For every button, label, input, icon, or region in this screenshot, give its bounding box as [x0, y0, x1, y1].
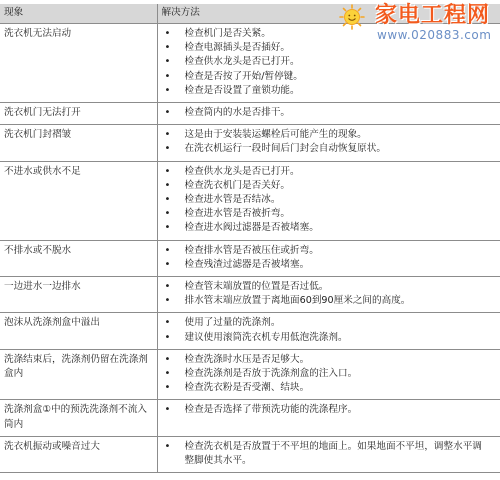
solution-item: • 检查是否按了开始/暂停键。: [158, 70, 499, 84]
solution-list: [158, 280, 499, 308]
solution-cell: [157, 400, 500, 436]
solution-cell: [157, 125, 500, 161]
solution-item: • 使用了过量的洗涤剂。: [158, 316, 499, 330]
table-row: [0, 125, 500, 161]
solution-item: • 检查排水管是否被压住或折弯。: [158, 244, 499, 258]
symptom-cell: 洗涤结束后，洗涤剂仍留在洗涤剂盒内: [0, 349, 157, 400]
solution-list: [158, 165, 499, 236]
solution-item: • 检查洗涤时水压是否足够大。: [158, 353, 499, 367]
table-header-row: [0, 4, 500, 24]
solution-item: • 检查进水管是否结冰。: [158, 193, 499, 207]
solution-item: • 检查供水龙头是否已打开。: [158, 55, 499, 69]
table-row: [0, 277, 500, 313]
solution-item: • 检查洗衣机是否放置于不平坦的地面上。如果地面不平坦，调整水平调整脚使其水平。: [158, 440, 499, 468]
solution-cell: [157, 240, 500, 276]
solution-item: • 检查机门是否关紧。: [158, 27, 499, 41]
solution-cell: [157, 313, 500, 349]
watermark-brand: 家电工程网: [375, 3, 491, 28]
solution-item: • 检查是否设置了童锁功能。: [158, 84, 499, 98]
solution-list: [158, 353, 499, 396]
table-row: [0, 161, 500, 240]
solution-item: • 检查进水阀过滤器是否被堵塞。: [158, 221, 499, 235]
solution-list: [158, 106, 499, 120]
header-symptom: 现象: [0, 4, 157, 24]
solution-item: • 排水管末端应放置于离地面60到90厘米之间的高度。: [158, 294, 499, 308]
solution-cell: [157, 103, 500, 125]
solution-list: [158, 27, 499, 98]
solution-list: [158, 440, 499, 468]
table-row: [0, 400, 500, 436]
symptom-cell: 泡沫从洗涤剂盒中溢出: [0, 313, 157, 349]
table-row: [0, 24, 500, 103]
solution-list: [158, 403, 499, 417]
solution-item: • 检查供水龙头是否已打开。: [158, 165, 499, 179]
solution-list: [158, 316, 499, 344]
solution-cell: [157, 161, 500, 240]
table-row: [0, 349, 500, 400]
solution-item: • 检查洗涤剂是否放于洗涤剂盒的注入口。: [158, 367, 499, 381]
symptom-cell: 洗衣机门无法打开: [0, 103, 157, 125]
symptom-cell: 不进水或供水不足: [0, 161, 157, 240]
symptom-cell: 不排水或不脱水: [0, 240, 157, 276]
solution-item: • 检查是否选择了带预洗功能的洗涤程序。: [158, 403, 499, 417]
solution-item: • 建议使用滚筒洗衣机专用低泡洗涤剂。: [158, 331, 499, 345]
watermark-url: www.020883.com: [377, 28, 492, 42]
solution-cell: [157, 24, 500, 103]
solution-item: • 在洗衣机运行一段时间后门封会自动恢复原状。: [158, 142, 499, 156]
solution-cell: [157, 277, 500, 313]
solution-list: [158, 128, 499, 156]
solution-item: • 检查管末端放置的位置是否过低。: [158, 280, 499, 294]
solution-cell: [157, 349, 500, 400]
solution-item: • 检查洗衣粉是否受潮、结块。: [158, 381, 499, 395]
header-solution: 解决方法: [157, 4, 500, 24]
table-row: [0, 103, 500, 125]
troubleshooting-table: [0, 4, 500, 473]
table-body: [0, 24, 500, 473]
solution-list: [158, 244, 499, 272]
solution-item: • 检查残渣过滤器是否被堵塞。: [158, 258, 499, 272]
symptom-cell: 一边进水一边排水: [0, 277, 157, 313]
symptom-cell: 洗涤剂盒①中的预洗洗涤剂不流入筒内: [0, 400, 157, 436]
symptom-cell: 洗衣机无法启动: [0, 24, 157, 103]
solution-item: • 检查筒内的水是否排干。: [158, 106, 499, 120]
symptom-cell: 洗衣机门封褶皱: [0, 125, 157, 161]
solution-item: • 检查电源插头是否插好。: [158, 41, 499, 55]
symptom-cell: 洗衣机振动或噪音过大: [0, 436, 157, 472]
table-row: [0, 240, 500, 276]
solution-item: • 检查进水管是否被折弯。: [158, 207, 499, 221]
solution-cell: [157, 436, 500, 472]
solution-item: • 这是由于安装装运螺栓后可能产生的现象。: [158, 128, 499, 142]
table-row: [0, 313, 500, 349]
table-row: [0, 436, 500, 472]
solution-item: • 检查洗衣机门是否关好。: [158, 179, 499, 193]
